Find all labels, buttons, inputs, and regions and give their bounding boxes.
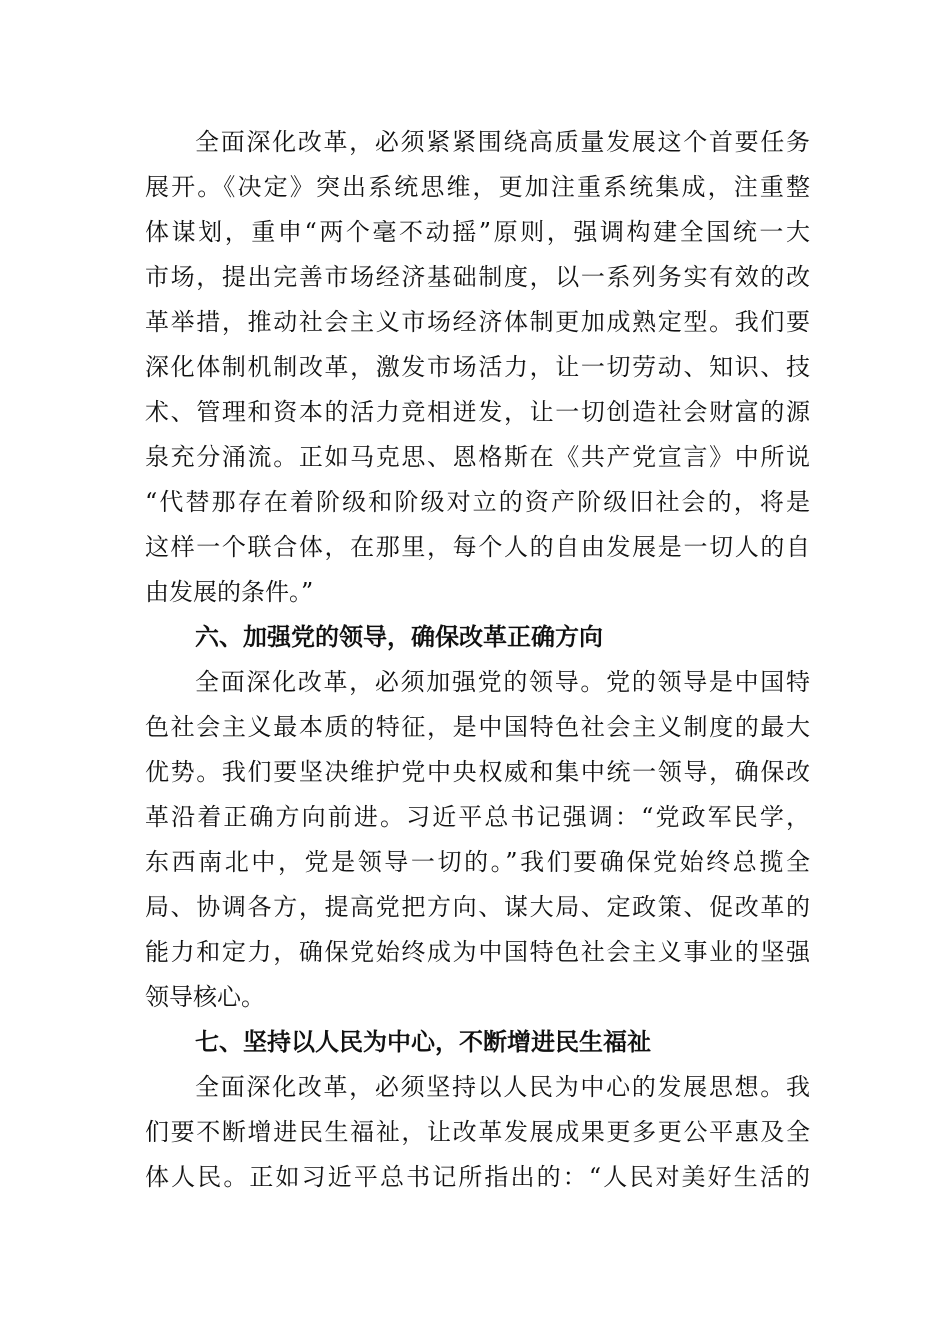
- document-page: [145, 120, 810, 1200]
- paragraph-line: 展开。《决定》突出系统思维，更加注重系统集成，注重整: [145, 173, 810, 201]
- paragraph-line: 由发展的条件。”: [145, 578, 314, 606]
- paragraph-line: 色社会主义最本质的特征，是中国特色社会主义制度的最大: [145, 713, 810, 741]
- paragraph-line: 优势。我们要坚决维护党中央权威和集中统一领导，确保改: [145, 758, 810, 786]
- paragraph-line: 们要不断增进民生福祉，让改革发展成果更多更公平惠及全: [145, 1118, 810, 1146]
- paragraph-line: 全面深化改革，必须紧紧围绕高质量发展这个首要任务: [195, 128, 810, 156]
- paragraph-line: 东西南北中，党是领导一切的。”我们要确保党始终总揽全: [145, 848, 810, 876]
- paragraph-line: 局、协调各方，提高党把方向、谋大局、定政策、促改革的: [145, 893, 810, 921]
- paragraph-line: 能力和定力，确保党始终成为中国特色社会主义事业的坚强: [145, 938, 810, 966]
- paragraph-line: 体谋划，重申“两个毫不动摇”原则，强调构建全国统一大: [145, 218, 810, 246]
- paragraph-line: 革沿着正确方向前进。习近平总书记强调：“党政军民学，: [145, 803, 810, 831]
- section-6-heading: 六、加强党的领导，确保改革正确方向: [195, 623, 603, 651]
- paragraph-1: [145, 120, 810, 615]
- paragraph-line: 术、管理和资本的活力竞相迸发，让一切创造社会财富的源: [145, 398, 810, 426]
- section-7-body: [145, 1065, 810, 1200]
- paragraph-line: 泉充分涌流。正如马克思、恩格斯在《共产党宣言》中所说: [145, 443, 810, 471]
- paragraph-line: 革举措，推动社会主义市场经济体制更加成熟定型。我们要: [145, 308, 810, 336]
- paragraph-line: 深化体制机制改革，激发市场活力，让一切劳动、知识、技: [145, 353, 810, 381]
- paragraph-line: “代替那存在着阶级和阶级对立的资产阶级旧社会的，将是: [145, 488, 810, 516]
- paragraph-line: 这样一个联合体，在那里，每个人的自由发展是一切人的自: [145, 533, 810, 561]
- section-6-body: [145, 660, 810, 1020]
- paragraph-line: 体人民。正如习近平总书记所指出的：“人民对美好生活的: [145, 1163, 810, 1191]
- paragraph-line: 全面深化改革，必须加强党的领导。党的领导是中国特: [195, 668, 810, 696]
- paragraph-line: 市场，提出完善市场经济基础制度，以一系列务实有效的改: [145, 263, 810, 291]
- section-7-heading: 七、坚持以人民为中心，不断增进民生福祉: [195, 1028, 651, 1056]
- paragraph-line: 全面深化改革，必须坚持以人民为中心的发展思想。我: [195, 1073, 810, 1101]
- paragraph-line: 领导核心。: [145, 983, 265, 1011]
